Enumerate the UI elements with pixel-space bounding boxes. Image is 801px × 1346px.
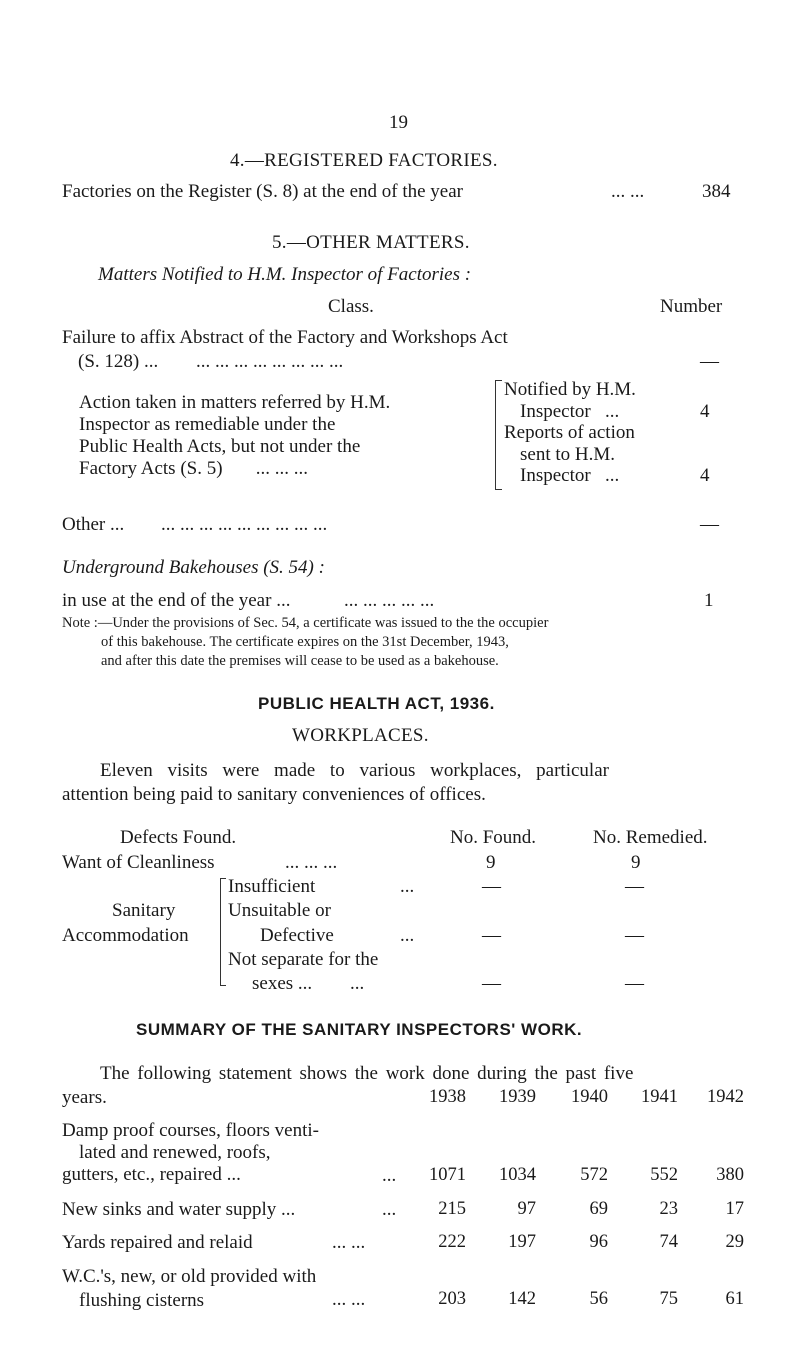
label-line: lated and renewed, roofs, [79,1142,271,1163]
no-remedied-header: No. Remedied. [593,827,708,848]
other-dots: ... ... ... ... ... ... ... ... ... [161,514,328,535]
insufficient-dots: ... [400,876,415,897]
sexes-found: — [482,973,501,994]
row-dots: ... ... [332,1289,366,1310]
cell-value: 56 [589,1289,608,1309]
year-header: 1940 [571,1087,608,1107]
other-value: — [700,514,719,535]
failure-dots: ... ... ... ... ... ... ... ... [196,351,344,372]
sexes-label: sexes ... [252,973,313,994]
notified-text [504,379,636,487]
defective-label: Defective [260,925,334,946]
cell-value: 74 [659,1232,678,1252]
cell-value: 69 [589,1199,608,1219]
summary-heading: SUMMARY OF THE SANITARY INSPECTORS' WORK. [136,1020,583,1039]
other-matters-heading: 5.—OTHER MATTERS. [272,232,470,253]
bakehouses-dots: ... ... ... ... ... [344,590,435,611]
notified-line: Inspector ... [520,400,620,422]
summary-row-label: New sinks and water supply ... [62,1199,296,1220]
want-cleanliness-dots: ... ... ... [285,852,338,873]
failure-line-2: (S. 128) ... [78,351,159,372]
summary-row-label: Yards repaired and relaid [62,1232,253,1253]
notified-line: sent to H.M. [520,443,615,465]
action-brace [495,380,502,490]
label-line: gutters, etc., repaired ... [62,1164,241,1185]
defective-found: — [482,925,501,946]
registered-factories-heading: 4.—REGISTERED FACTORIES. [230,150,498,171]
reports-value: 4 [700,465,710,486]
cell-value: 572 [580,1165,608,1185]
want-remedied: 9 [631,852,641,873]
other-label: Other ... [62,514,125,535]
want-found: 9 [486,852,496,873]
notified-line: Notified by H.M. [504,379,636,400]
years-label: years. [62,1087,107,1108]
summary-row-label [62,1120,319,1186]
note-line: of this bakehouse. The certificate expires on the 31st December, 1943, [101,634,509,650]
cell-value: 1071 [429,1165,466,1185]
cell-value: 215 [438,1199,466,1219]
defective-dots: ... [400,925,415,946]
year-header: 1938 [429,1087,466,1107]
label-line: W.C.'s, new, or old provided with [62,1266,317,1287]
cell-value: 222 [438,1232,466,1252]
summary-row-label [62,1265,316,1313]
cell-value: 552 [650,1165,678,1185]
factories-register-label: Factories on the Register (S. 8) at the end of the year [62,181,463,202]
not-separate-label: Not separate for the [228,949,379,970]
insufficient-label: Insufficient [228,876,316,897]
unsuitable-label: Unsuitable or [228,900,331,921]
no-found-header: No. Found. [450,827,537,848]
defects-found-header: Defects Found. [120,827,237,848]
insufficient-found: — [482,876,501,897]
cell-value: 29 [725,1232,744,1252]
cell-value: 203 [438,1289,466,1309]
cell-value: 142 [508,1289,536,1309]
action-line: Public Health Acts, but not under the [79,436,361,457]
bakehouses-heading: Underground Bakehouses (S. 54) : [62,557,325,578]
row-dots: ... [382,1165,397,1186]
workplaces-paragraph-line-1: Eleven visits were made to various workplaces, particular [100,760,609,781]
year-header: 1941 [641,1087,678,1107]
sexes-remedied: — [625,973,644,994]
action-line: Factory Acts (S. 5) ... ... ... [79,458,309,479]
row-dots: ... [382,1199,397,1220]
action-line: Inspector as remediable under the [79,414,336,435]
failure-value: — [700,351,719,372]
public-health-heading: PUBLIC HEALTH ACT, 1936. [258,694,495,713]
note-line: Note :—Under the provisions of Sec. 54, a certificate was issued to the the occupier [62,615,549,631]
year-header: 1942 [707,1087,744,1107]
want-cleanliness-label: Want of Cleanliness [62,852,215,873]
class-column-header: Class. [328,296,374,317]
cell-value: 61 [725,1289,744,1309]
accommodation-label: Accommodation [62,925,189,946]
notified-line: Reports of action [504,422,635,443]
notified-value: 4 [700,401,710,422]
sanitary-label: Sanitary [112,900,176,921]
year-header: 1939 [499,1087,536,1107]
defective-remedied: — [625,925,644,946]
page-number: 19 [389,112,408,133]
number-column-header: Number [660,296,723,317]
cell-value: 97 [517,1199,536,1219]
cell-value: 75 [659,1289,678,1309]
cell-value: 23 [659,1199,678,1219]
bakehouses-value: 1 [704,590,714,611]
cell-value: 1034 [499,1165,536,1185]
insufficient-remedied: — [625,876,644,897]
cell-value: 96 [589,1232,608,1252]
cell-value: 17 [725,1199,744,1219]
cell-value: 197 [508,1232,536,1252]
bakehouses-line: in use at the end of the year ... [62,590,291,611]
cell-value: 380 [716,1165,744,1185]
factories-register-value: 384 [702,181,731,202]
label-line: flushing cisterns [79,1290,205,1311]
bakehouse-note [62,614,548,671]
matters-notified-subheading: Matters Notified to H.M. Inspector of Factories : [98,264,472,285]
factories-register-dots: ... ... [611,181,645,202]
summary-intro-line: The following statement shows the work done during the past five [100,1063,634,1084]
sanitary-brace [220,878,226,986]
label-line: Damp proof courses, floors venti- [62,1120,319,1141]
row-dots: ... ... [332,1232,366,1253]
note-line: and after this date the premises will cease to be used as a bakehouse. [101,653,499,669]
action-taken-text [79,392,390,480]
sexes-dots: ... [350,973,365,994]
workplaces-heading: WORKPLACES. [292,725,429,746]
action-line: Action taken in matters referred by H.M. [79,392,391,413]
workplaces-paragraph-line-2: attention being paid to sanitary conveniences of offices. [62,784,486,805]
failure-line-1: Failure to affix Abstract of the Factory and Workshops Act [62,327,508,348]
notified-line: Inspector ... [520,465,620,486]
